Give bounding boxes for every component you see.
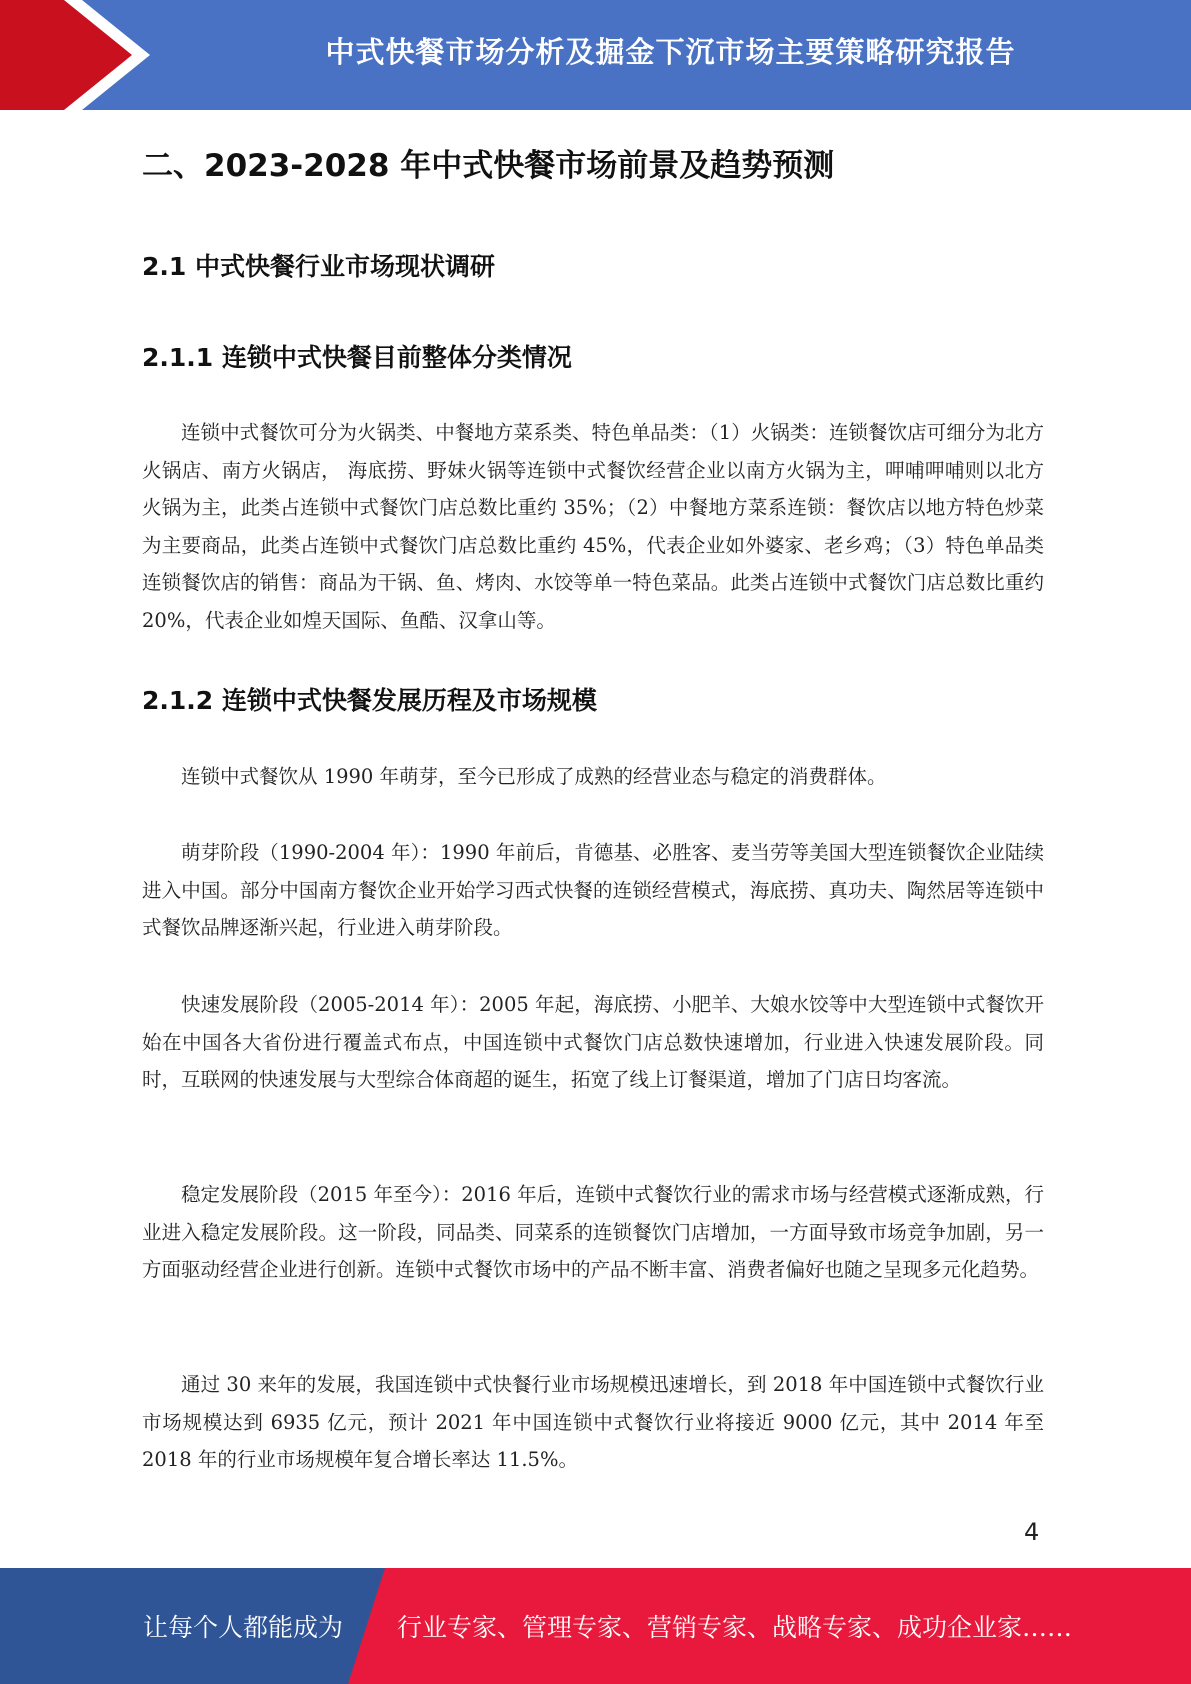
paragraph-classification: 连锁中式餐饮可分为火锅类、中餐地方菜系类、特色单品类：（1）火锅类：连锁餐饮店可细分为北方火锅店、南方火锅店， 海底捞、野妹火锅等连锁中式餐饮经营企业以南方火锅为主，呷哺呷哺则以北方火锅为主，此类占连锁中式餐饮门店总数比重约 35%；（2）中餐地方菜系连锁：餐饮店以地方特色炒菜为主要商品，此类占连锁中式餐饮门店总数比重约 45%，代表企业如外婆家、老乡鸡；（3）特色单品类连锁餐饮店的销售：商品为干锅、鱼、烤肉、水饺等单一特色菜品。此类占连锁中式餐饮门店总数比重约 20%，代表企业如煌天国际、鱼酷、汉拿山等。 [142, 421, 1044, 632]
sub-heading-2-1-2: 2.1.2 连锁中式快餐发展历程及市场规模 [142, 686, 597, 715]
paragraph-market-size: 通过 30 来年的发展，我国连锁中式快餐行业市场规模迅速增长，到 2018 年中国连锁中式餐饮行业市场规模达到 6935 亿元，预计 2021 年中国连锁中式餐饮行业将接近 9000 亿元，其中 2014 年至 2018 年的行业市场规模年复合增长率达 11.5%。 [142, 1373, 1044, 1471]
sub-heading-2-1-1: 2.1.1 连锁中式快餐目前整体分类情况 [142, 343, 572, 372]
footer-banner [0, 1568, 1191, 1684]
footer-slogan-right: 行业专家、管理专家、营销专家、战略专家、成功企业家…… [397, 1613, 1073, 1642]
report-title: 中式快餐市场分析及掘金下沉市场主要策略研究报告 [325, 34, 1016, 69]
paragraph-intro: 连锁中式餐饮从 1990 年萌芽，至今已形成了成熟的经营业态与稳定的消费群体。 [181, 765, 887, 788]
section-heading: 二、2023-2028 年中式快餐市场前景及趋势预测 [142, 148, 835, 184]
header-banner [0, 0, 1191, 110]
paragraph-stable-stage: 稳定发展阶段（2015 年至今）：2016 年后，连锁中式餐饮行业的需求市场与经营模式逐渐成熟，行业进入稳定发展阶段。这一阶段，同品类、同菜系的连锁餐饮门店增加，一方面导致市场竞争加剧，另一方面驱动经营企业进行创新。连锁中式餐饮市场中的产品不断丰富、消费者偏好也随之呈现多元化趋势。 [142, 1183, 1044, 1281]
footer-slogan-left: 让每个人都能成为 [143, 1613, 344, 1642]
paragraph-sprout-stage: 萌芽阶段（1990-2004 年）：1990 年前后，肯德基、必胜客、麦当劳等美国大型连锁餐饮企业陆续进入中国。部分中国南方餐饮企业开始学习西式快餐的连锁经营模式，海底捞、真功夫、陶然居等连锁中式餐饮品牌逐渐兴起，行业进入萌芽阶段。 [142, 841, 1044, 939]
paragraph-rapid-stage: 快速发展阶段（2005-2014 年）：2005 年起，海底捞、小肥羊、大娘水饺等中大型连锁中式餐饮开始在中国各大省份进行覆盖式布点，中国连锁中式餐饮门店总数快速增加，行业进入快速发展阶段。同时，互联网的快速发展与大型综合体商超的诞生，拓宽了线上订餐渠道，增加了门店日均客流。 [142, 993, 1044, 1091]
sub-heading-2-1: 2.1 中式快餐行业市场现状调研 [142, 252, 495, 281]
page-number: 4 [1024, 1518, 1040, 1546]
